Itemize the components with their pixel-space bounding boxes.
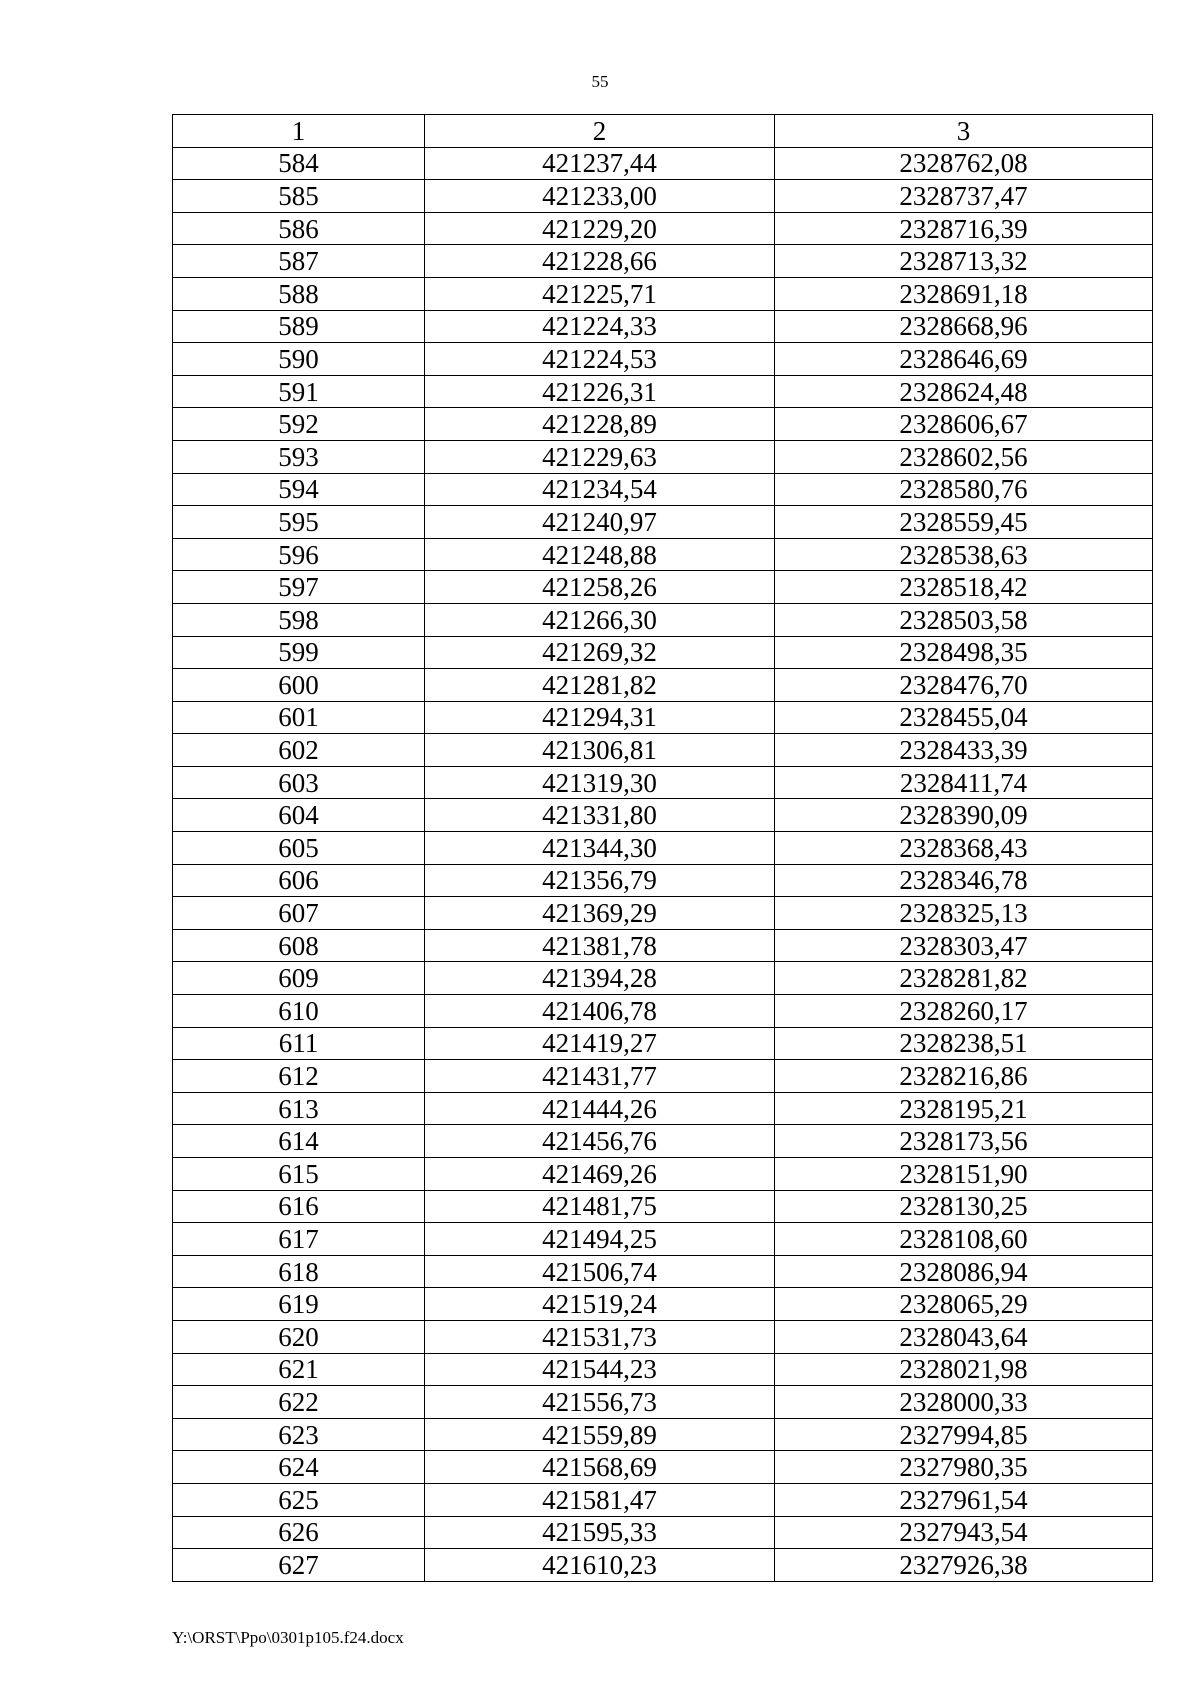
x-coordinate-cell: 421595,33 [425, 1516, 775, 1549]
point-number-cell: 596 [173, 538, 425, 571]
y-coordinate-cell: 2328411,74 [775, 766, 1153, 799]
table-row [173, 1027, 1153, 1060]
point-number-cell: 607 [173, 897, 425, 930]
x-coordinate-cell: 421237,44 [425, 147, 775, 180]
point-number-cell: 588 [173, 277, 425, 310]
table-row [173, 571, 1153, 604]
point-number-cell: 601 [173, 701, 425, 734]
x-coordinate-cell: 421519,24 [425, 1288, 775, 1321]
x-coordinate-cell: 421356,79 [425, 864, 775, 897]
point-number-cell: 623 [173, 1418, 425, 1451]
y-coordinate-cell: 2328390,09 [775, 799, 1153, 832]
y-coordinate-cell: 2328238,51 [775, 1027, 1153, 1060]
point-number-cell: 609 [173, 962, 425, 995]
y-coordinate-cell: 2328368,43 [775, 832, 1153, 865]
x-coordinate-cell: 421481,75 [425, 1190, 775, 1223]
table-row [173, 1516, 1153, 1549]
table-row [173, 1092, 1153, 1125]
point-number-cell: 610 [173, 995, 425, 1028]
table-row [173, 1158, 1153, 1191]
x-coordinate-cell: 421419,27 [425, 1027, 775, 1060]
table-row [173, 766, 1153, 799]
table-row [173, 1386, 1153, 1419]
y-coordinate-cell: 2328281,82 [775, 962, 1153, 995]
point-number-cell: 586 [173, 212, 425, 245]
point-number-cell: 606 [173, 864, 425, 897]
x-coordinate-cell: 421506,74 [425, 1255, 775, 1288]
table-row [173, 799, 1153, 832]
y-coordinate-cell: 2328559,45 [775, 506, 1153, 539]
x-coordinate-cell: 421369,29 [425, 897, 775, 930]
column-header-3: 3 [775, 115, 1153, 148]
point-number-cell: 600 [173, 669, 425, 702]
coordinates-table [172, 114, 1153, 1582]
y-coordinate-cell: 2328498,35 [775, 636, 1153, 669]
x-coordinate-cell: 421406,78 [425, 995, 775, 1028]
table-row [173, 864, 1153, 897]
table-row [173, 1320, 1153, 1353]
x-coordinate-cell: 421281,82 [425, 669, 775, 702]
table-row [173, 603, 1153, 636]
table-row [173, 1418, 1153, 1451]
point-number-cell: 624 [173, 1451, 425, 1484]
y-coordinate-cell: 2328580,76 [775, 473, 1153, 506]
point-number-cell: 602 [173, 734, 425, 767]
column-header-1: 1 [173, 115, 425, 148]
x-coordinate-cell: 421344,30 [425, 832, 775, 865]
y-coordinate-cell: 2328716,39 [775, 212, 1153, 245]
table-row [173, 701, 1153, 734]
table-row [173, 1451, 1153, 1484]
point-number-cell: 622 [173, 1386, 425, 1419]
y-coordinate-cell: 2328668,96 [775, 310, 1153, 343]
table-row [173, 245, 1153, 278]
table-row [173, 962, 1153, 995]
x-coordinate-cell: 421544,23 [425, 1353, 775, 1386]
point-number-cell: 585 [173, 180, 425, 213]
point-number-cell: 612 [173, 1060, 425, 1093]
y-coordinate-cell: 2328000,33 [775, 1386, 1153, 1419]
x-coordinate-cell: 421225,71 [425, 277, 775, 310]
page-number: 55 [591, 72, 609, 91]
point-number-cell: 611 [173, 1027, 425, 1060]
point-number-cell: 599 [173, 636, 425, 669]
table-row [173, 734, 1153, 767]
x-coordinate-cell: 421224,33 [425, 310, 775, 343]
y-coordinate-cell: 2328260,17 [775, 995, 1153, 1028]
y-coordinate-cell: 2327961,54 [775, 1483, 1153, 1516]
table-row [173, 1255, 1153, 1288]
x-coordinate-cell: 421610,23 [425, 1549, 775, 1582]
table-row [173, 636, 1153, 669]
point-number-cell: 613 [173, 1092, 425, 1125]
point-number-cell: 608 [173, 929, 425, 962]
point-number-cell: 591 [173, 375, 425, 408]
table-row [173, 1483, 1153, 1516]
x-coordinate-cell: 421394,28 [425, 962, 775, 995]
y-coordinate-cell: 2328624,48 [775, 375, 1153, 408]
table-row [173, 277, 1153, 310]
y-coordinate-cell: 2327994,85 [775, 1418, 1153, 1451]
x-coordinate-cell: 421431,77 [425, 1060, 775, 1093]
point-number-cell: 590 [173, 343, 425, 376]
x-coordinate-cell: 421456,76 [425, 1125, 775, 1158]
table-row [173, 1190, 1153, 1223]
point-number-cell: 626 [173, 1516, 425, 1549]
point-number-cell: 604 [173, 799, 425, 832]
table-row [173, 1223, 1153, 1256]
point-number-cell: 592 [173, 408, 425, 441]
table-row [173, 147, 1153, 180]
y-coordinate-cell: 2328216,86 [775, 1060, 1153, 1093]
point-number-cell: 598 [173, 603, 425, 636]
point-number-cell: 584 [173, 147, 425, 180]
table-row [173, 375, 1153, 408]
x-coordinate-cell: 421494,25 [425, 1223, 775, 1256]
y-coordinate-cell: 2328086,94 [775, 1255, 1153, 1288]
table-row [173, 408, 1153, 441]
point-number-cell: 595 [173, 506, 425, 539]
y-coordinate-cell: 2328433,39 [775, 734, 1153, 767]
x-coordinate-cell: 421469,26 [425, 1158, 775, 1191]
y-coordinate-cell: 2328503,58 [775, 603, 1153, 636]
point-number-cell: 618 [173, 1255, 425, 1288]
x-coordinate-cell: 421568,69 [425, 1451, 775, 1484]
y-coordinate-cell: 2328606,67 [775, 408, 1153, 441]
x-coordinate-cell: 421233,00 [425, 180, 775, 213]
x-coordinate-cell: 421294,31 [425, 701, 775, 734]
table-header-row [173, 115, 1153, 148]
y-coordinate-cell: 2327980,35 [775, 1451, 1153, 1484]
table-row [173, 897, 1153, 930]
point-number-cell: 594 [173, 473, 425, 506]
table-row [173, 995, 1153, 1028]
y-coordinate-cell: 2328065,29 [775, 1288, 1153, 1321]
y-coordinate-cell: 2327943,54 [775, 1516, 1153, 1549]
table-row [173, 180, 1153, 213]
table-row [173, 212, 1153, 245]
x-coordinate-cell: 421228,89 [425, 408, 775, 441]
x-coordinate-cell: 421228,66 [425, 245, 775, 278]
y-coordinate-cell: 2328518,42 [775, 571, 1153, 604]
x-coordinate-cell: 421266,30 [425, 603, 775, 636]
table-row [173, 1060, 1153, 1093]
point-number-cell: 603 [173, 766, 425, 799]
point-number-cell: 593 [173, 440, 425, 473]
x-coordinate-cell: 421319,30 [425, 766, 775, 799]
table-row [173, 473, 1153, 506]
y-coordinate-cell: 2328325,13 [775, 897, 1153, 930]
y-coordinate-cell: 2328602,56 [775, 440, 1153, 473]
x-coordinate-cell: 421531,73 [425, 1320, 775, 1353]
table-row [173, 929, 1153, 962]
x-coordinate-cell: 421331,80 [425, 799, 775, 832]
y-coordinate-cell: 2328476,70 [775, 669, 1153, 702]
y-coordinate-cell: 2328713,32 [775, 245, 1153, 278]
table-row [173, 1125, 1153, 1158]
y-coordinate-cell: 2328346,78 [775, 864, 1153, 897]
point-number-cell: 621 [173, 1353, 425, 1386]
table-row [173, 343, 1153, 376]
column-header-2: 2 [425, 115, 775, 148]
point-number-cell: 616 [173, 1190, 425, 1223]
table-row [173, 1288, 1153, 1321]
x-coordinate-cell: 421581,47 [425, 1483, 775, 1516]
y-coordinate-cell: 2328455,04 [775, 701, 1153, 734]
x-coordinate-cell: 421269,32 [425, 636, 775, 669]
table-row [173, 538, 1153, 571]
point-number-cell: 597 [173, 571, 425, 604]
point-number-cell: 615 [173, 1158, 425, 1191]
x-coordinate-cell: 421306,81 [425, 734, 775, 767]
y-coordinate-cell: 2328646,69 [775, 343, 1153, 376]
point-number-cell: 614 [173, 1125, 425, 1158]
y-coordinate-cell: 2328762,08 [775, 147, 1153, 180]
table-row [173, 440, 1153, 473]
table-row [173, 669, 1153, 702]
y-coordinate-cell: 2328737,47 [775, 180, 1153, 213]
x-coordinate-cell: 421240,97 [425, 506, 775, 539]
point-number-cell: 617 [173, 1223, 425, 1256]
table-row [173, 1353, 1153, 1386]
y-coordinate-cell: 2328173,56 [775, 1125, 1153, 1158]
y-coordinate-cell: 2328151,90 [775, 1158, 1153, 1191]
point-number-cell: 589 [173, 310, 425, 343]
point-number-cell: 625 [173, 1483, 425, 1516]
point-number-cell: 619 [173, 1288, 425, 1321]
y-coordinate-cell: 2328108,60 [775, 1223, 1153, 1256]
table-row [173, 1549, 1153, 1582]
x-coordinate-cell: 421226,31 [425, 375, 775, 408]
table-row [173, 832, 1153, 865]
point-number-cell: 627 [173, 1549, 425, 1582]
x-coordinate-cell: 421444,26 [425, 1092, 775, 1125]
y-coordinate-cell: 2328538,63 [775, 538, 1153, 571]
y-coordinate-cell: 2328691,18 [775, 277, 1153, 310]
y-coordinate-cell: 2328043,64 [775, 1320, 1153, 1353]
y-coordinate-cell: 2327926,38 [775, 1549, 1153, 1582]
table-row [173, 506, 1153, 539]
table-row [173, 310, 1153, 343]
point-number-cell: 587 [173, 245, 425, 278]
x-coordinate-cell: 421559,89 [425, 1418, 775, 1451]
y-coordinate-cell: 2328021,98 [775, 1353, 1153, 1386]
x-coordinate-cell: 421381,78 [425, 929, 775, 962]
x-coordinate-cell: 421258,26 [425, 571, 775, 604]
x-coordinate-cell: 421229,20 [425, 212, 775, 245]
x-coordinate-cell: 421234,54 [425, 473, 775, 506]
y-coordinate-cell: 2328195,21 [775, 1092, 1153, 1125]
x-coordinate-cell: 421248,88 [425, 538, 775, 571]
table-body [173, 147, 1153, 1581]
x-coordinate-cell: 421229,63 [425, 440, 775, 473]
y-coordinate-cell: 2328303,47 [775, 929, 1153, 962]
point-number-cell: 605 [173, 832, 425, 865]
x-coordinate-cell: 421224,53 [425, 343, 775, 376]
point-number-cell: 620 [173, 1320, 425, 1353]
y-coordinate-cell: 2328130,25 [775, 1190, 1153, 1223]
x-coordinate-cell: 421556,73 [425, 1386, 775, 1419]
footer-file-path: Y:\ORST\Ppo\0301p105.f24.docx [172, 1628, 404, 1647]
